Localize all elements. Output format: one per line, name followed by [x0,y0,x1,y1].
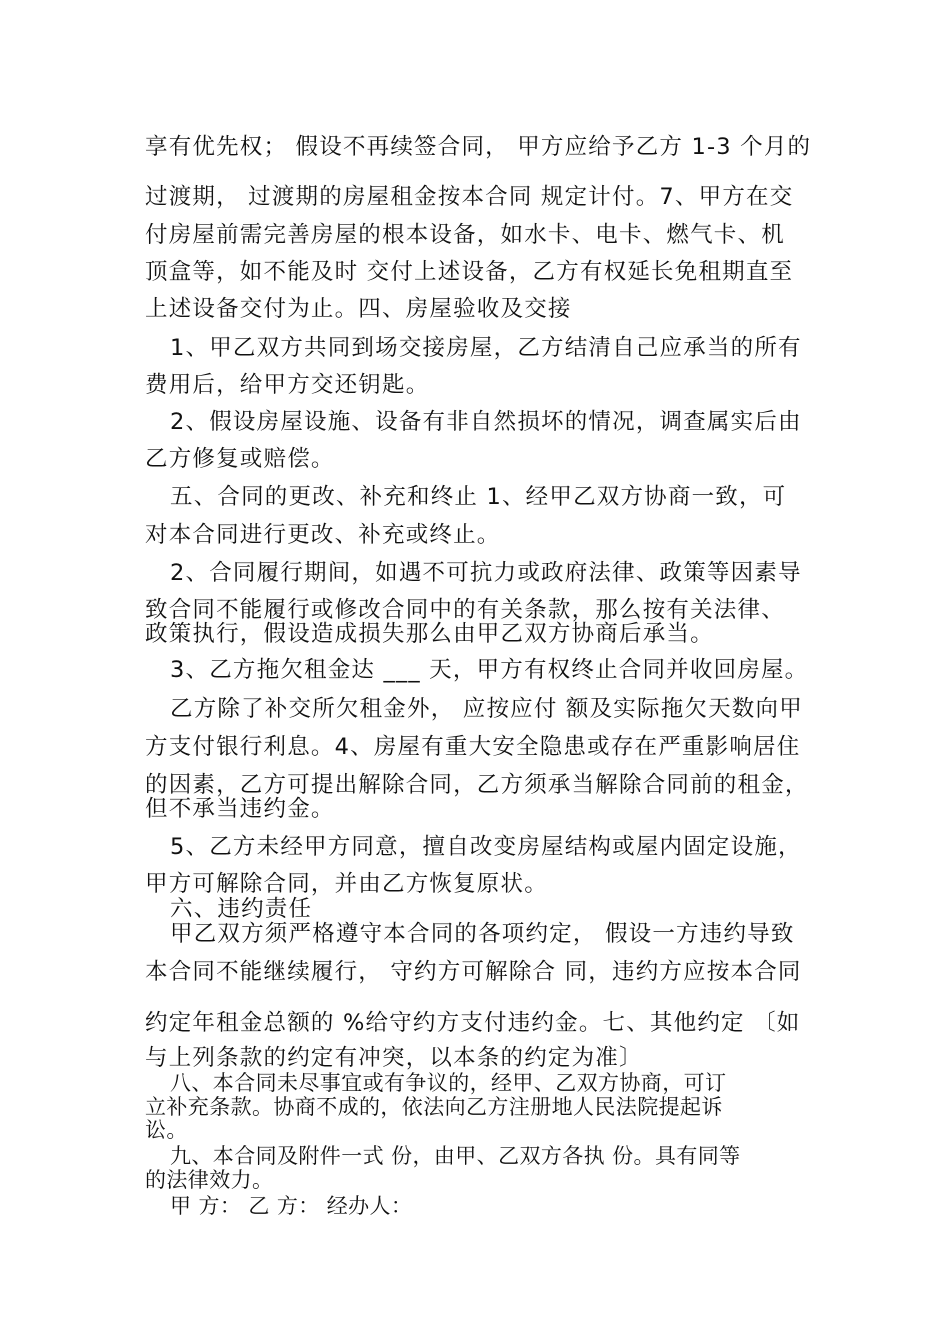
text-line: 2、假设房屋设施、设备有非自然损坏的情况，调查属实后由 [170,409,802,435]
text-line: 享有优先权； 假设不再续签合同， 甲方应给予乙方 1-3 个月的 [145,134,812,160]
text-line: 甲乙双方须严格遵守本合同的各项约定， 假设一方违约导致 [170,921,795,947]
text-line: 上述设备交付为止。四、房屋验收及交接 [145,296,572,322]
text-line: 约定年租金总额的 %给守约方支付违约金。七、其他约定 〔如 [145,1010,801,1036]
text-line: 方支付银行利息。4、房屋有重大安全隐患或存在严重影响居住 [145,734,801,760]
text-line: 本合同不能继续履行， 守约方可解除合 同，违约方应按本合同 [145,959,802,985]
text-line: 的因素，乙方可提出解除合同，乙方须承当解除合同前的租金， [145,772,809,798]
text-line: 过渡期， 过渡期的房屋租金按本合同 规定计付。7、甲方在交 [145,184,794,210]
text-line: 致合同不能履行或修改合同中的有关条款，那么按有关法律、 [145,597,785,623]
section-heading: 六、违约责任 [170,896,313,922]
text-line: 顶盒等，如不能及时 交付上述设备，乙方有权延长免租期直至 [145,259,794,285]
text-line: 的法律效力。 [145,1168,274,1192]
text-line: 费用后，给甲方交还钥匙。 [145,372,430,398]
signature-line: 甲 方： 乙 方： 经办人： [170,1194,413,1218]
text-line: 3、乙方拖欠租金达 ___ 天，甲方有权终止合同并收回房屋。 [170,657,809,683]
text-line: 五、合同的更改、补充和终止 1、经甲乙双方协商一致，可 [170,484,787,510]
text-line: 但不承当违约金。 [145,796,335,822]
text-line: 与上列条款的约定有冲突，以本条的约定为准〕 [145,1045,643,1071]
text-line: 九、本合同及附件一式 份，由甲、乙双方各执 份。具有同等 [170,1144,741,1168]
text-line: 甲方可解除合同，并由乙方恢复原状。 [145,871,548,897]
text-line: 八、本合同未尽事宜或有争议的，经甲、乙双方协商，可订 [170,1071,727,1095]
text-line: 1、甲乙双方共同到场交接房屋，乙方结清自己应承当的所有 [170,335,802,361]
text-line: 立补充条款。协商不成的，依法向乙方注册地人民法院提起诉 [145,1095,723,1119]
text-line: 2、合同履行期间，如遇不可抗力或政府法律、政策等因素导 [170,560,802,586]
text-line: 对本合同进行更改、补充或终止。 [145,522,501,548]
text-line: 乙方修复或赔偿。 [145,446,335,472]
text-line: 5、乙方未经甲方同意，擅自改变房屋结构或屋内固定设施， [170,834,802,860]
text-line: 乙方除了补交所欠租金外， 应按应付 额及实际拖欠天数向甲 [170,696,803,722]
text-line: 政策执行，假设造成损失那么由甲乙双方协商后承当。 [145,621,714,647]
text-line: 讼。 [145,1118,188,1142]
text-line: 付房屋前需完善房屋的根本设备，如水卡、电卡、燃气卡、机 [145,222,785,248]
